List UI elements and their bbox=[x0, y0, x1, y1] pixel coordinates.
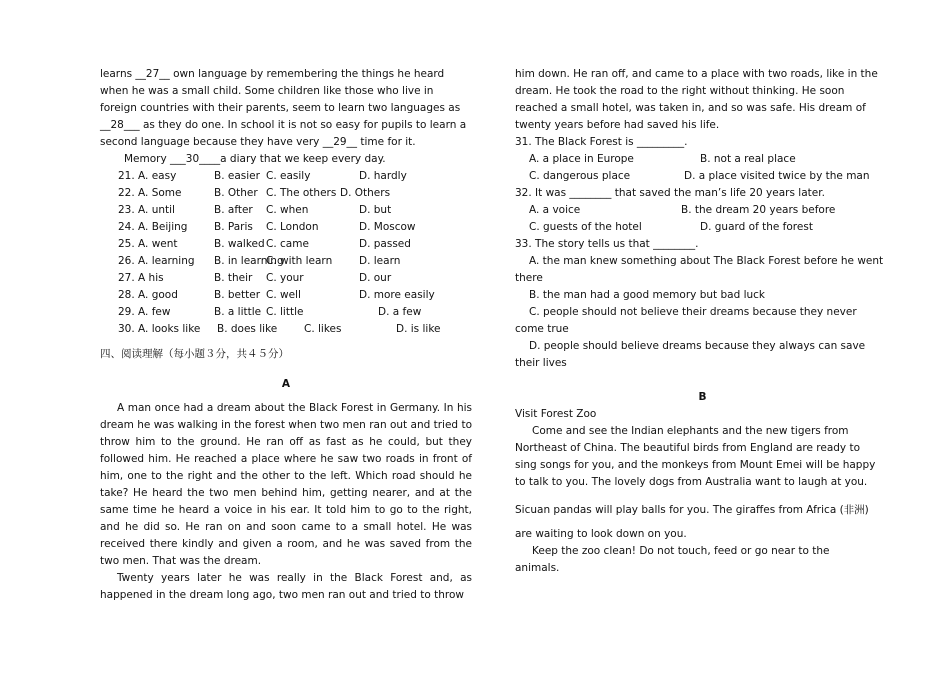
option-c: C. with learn bbox=[266, 255, 333, 267]
option-continuation: come true bbox=[515, 323, 569, 335]
section-title: 四、阅读理解（每小题３分，共４５分） bbox=[100, 348, 289, 360]
passage-b-line: are waiting to look down on you. bbox=[515, 528, 687, 540]
option: C. dangerous place bbox=[529, 170, 631, 182]
passage-a-paragraph-2: Twenty years later he was really in the Black Forest and, as happened in the dream long ago, two men ran out and tried to throw bbox=[100, 572, 472, 601]
passage-a-continuation: him down. He ran off, and came to a place with two roads, like in the bbox=[515, 68, 878, 80]
question-32-options-row bbox=[515, 202, 890, 219]
option: B. the dream 20 years before bbox=[681, 204, 836, 216]
cloze-option-row bbox=[100, 219, 472, 236]
question-32-options-row bbox=[515, 219, 890, 236]
option-b: B. easier bbox=[214, 170, 260, 182]
option-d: D. but bbox=[359, 204, 392, 216]
passage-b-line: to talk to you. The lovely dogs from Australia want to laugh at you. bbox=[515, 476, 868, 488]
option-continuation: there bbox=[515, 272, 543, 284]
passage-a-continuation: twenty years before had saved his life. bbox=[515, 119, 720, 131]
passage-a-continuation: dream. He took the road to the right without thinking. He soon bbox=[515, 85, 845, 97]
option: B. the man had a good memory but bad luck bbox=[529, 289, 765, 301]
cloze-option-row bbox=[100, 202, 472, 219]
option-c: C. little bbox=[266, 306, 304, 318]
option-b: B. Other bbox=[214, 187, 258, 199]
option-b: B. their bbox=[214, 272, 253, 284]
passage-b-heading: B bbox=[698, 391, 707, 403]
cloze-option-row bbox=[100, 270, 472, 287]
option-d: D. our bbox=[359, 272, 392, 284]
option-d: D. is like bbox=[396, 323, 441, 335]
cloze-line: learns __27__ own language by remembering the things he heard bbox=[100, 68, 445, 80]
option: D. people should believe dreams because they always can save bbox=[529, 340, 866, 352]
option-a: 30. A. looks like bbox=[118, 323, 201, 335]
option-d: D. a few bbox=[378, 306, 422, 318]
cloze-line: when he was a small child. Some children like those who live in bbox=[100, 85, 434, 97]
option-c: C. your bbox=[266, 272, 304, 284]
passage-b-line: Keep the zoo clean! Do not touch, feed or go near to the bbox=[532, 545, 830, 557]
option-a: 23. A. until bbox=[118, 204, 175, 216]
option-d: D. Others bbox=[340, 187, 391, 199]
right-column bbox=[515, 66, 890, 577]
cloze-option-row bbox=[100, 253, 472, 270]
passage-b-line: sing songs for you, and the monkeys from Mount Emei will be happy bbox=[515, 459, 876, 471]
question-31-options-row bbox=[515, 168, 890, 185]
option-a: 27. A his bbox=[118, 272, 164, 284]
option-c: C. well bbox=[266, 289, 301, 301]
option-d: D. Moscow bbox=[359, 221, 416, 233]
option: A. a voice bbox=[529, 204, 581, 216]
option: B. not a real place bbox=[700, 153, 796, 165]
option-continuation: their lives bbox=[515, 357, 567, 369]
passage-b-line: Come and see the Indian elephants and the new tigers from bbox=[532, 425, 849, 437]
cloze-option-row bbox=[100, 304, 472, 321]
option-a: 24. A. Beijing bbox=[118, 221, 188, 233]
option-d: D. learn bbox=[359, 255, 401, 267]
cloze-option-row bbox=[100, 168, 472, 185]
option-d: D. more easily bbox=[359, 289, 435, 301]
option: A. the man knew something about The Black Forest before he went bbox=[529, 255, 884, 267]
option-b: B. better bbox=[214, 289, 261, 301]
question-31-options-row bbox=[515, 151, 890, 168]
cloze-line: foreign countries with their parents, seem to learn two languages as bbox=[100, 102, 461, 114]
passage-a-continuation: reached a small hotel, was taken in, and so was safe. His dream of bbox=[515, 102, 866, 114]
cloze-line: __28___ as they do one. In school it is not so easy for pupils to learn a bbox=[100, 119, 467, 131]
option-b: B. a little bbox=[214, 306, 262, 318]
option: D. a place visited twice by the man bbox=[684, 170, 870, 182]
option-d: D. hardly bbox=[359, 170, 407, 182]
option-a: 25. A. went bbox=[118, 238, 178, 250]
passage-a-paragraph-1: A man once had a dream about the Black Forest in Germany. In his dream he was walking in the forest when two men ran out and tried to throw him to the ground. He ran off as fast as he could, but they followed him. He reached a place where he saw two roads in front of him, one to the right and the other to the left. Which road should he take? He heard the two men behind him, getting nearer, and at the same time he heard a voice in his ear. It told him to go to the right, and he did so. He ran on and soon came to a small hotel. He was received there kindly and given a room, and he was saved from the two men. That was the dream. bbox=[100, 402, 472, 567]
option-b: B. Paris bbox=[214, 221, 253, 233]
passage-b-line: Sicuan pandas will play balls for you. The giraffes from Africa (非洲) bbox=[515, 504, 869, 516]
left-column bbox=[100, 66, 472, 604]
question-32: 32. It was ________ that saved the man’s life 20 years later. bbox=[515, 187, 825, 199]
option-c: C. London bbox=[266, 221, 319, 233]
cloze-options bbox=[100, 168, 472, 338]
option: C. guests of the hotel bbox=[529, 221, 642, 233]
option-b: B. does like bbox=[217, 323, 278, 335]
option-a: 22. A. Some bbox=[118, 187, 182, 199]
cloze-option-row bbox=[100, 287, 472, 304]
option-c: C. The others bbox=[266, 187, 337, 199]
option-d: D. passed bbox=[359, 238, 411, 250]
cloze-option-row bbox=[100, 185, 472, 202]
passage-b-title: Visit Forest Zoo bbox=[515, 408, 597, 420]
option-c: C. when bbox=[266, 204, 309, 216]
passage-a-heading: A bbox=[281, 378, 291, 390]
option-b: B. walked bbox=[214, 238, 265, 250]
cloze-option-row bbox=[100, 236, 472, 253]
option-a: 21. A. easy bbox=[118, 170, 177, 182]
option-c: C. likes bbox=[304, 323, 342, 335]
question-33: 33. The story tells us that ________. bbox=[515, 238, 699, 250]
passage-b-line: animals. bbox=[515, 562, 560, 574]
option-c: C. easily bbox=[266, 170, 311, 182]
cloze-line: Memory ___30____a diary that we keep every day. bbox=[124, 153, 386, 165]
passage-b-line: Northeast of China. The beautiful birds from England are ready to bbox=[515, 442, 861, 454]
cloze-line: second language because they have very __29__ time for it. bbox=[100, 136, 416, 148]
option-a: 29. A. few bbox=[118, 306, 171, 318]
option-b: B. in learning bbox=[214, 255, 284, 267]
option: A. a place in Europe bbox=[529, 153, 634, 165]
option-c: C. came bbox=[266, 238, 309, 250]
option-b: B. after bbox=[214, 204, 253, 216]
cloze-option-row bbox=[100, 321, 472, 338]
option: C. people should not believe their dreams because they never bbox=[529, 306, 857, 318]
option-a: 28. A. good bbox=[118, 289, 178, 301]
question-31: 31. The Black Forest is _________. bbox=[515, 136, 688, 148]
option: D. guard of the forest bbox=[700, 221, 813, 233]
option-a: 26. A. learning bbox=[118, 255, 195, 267]
